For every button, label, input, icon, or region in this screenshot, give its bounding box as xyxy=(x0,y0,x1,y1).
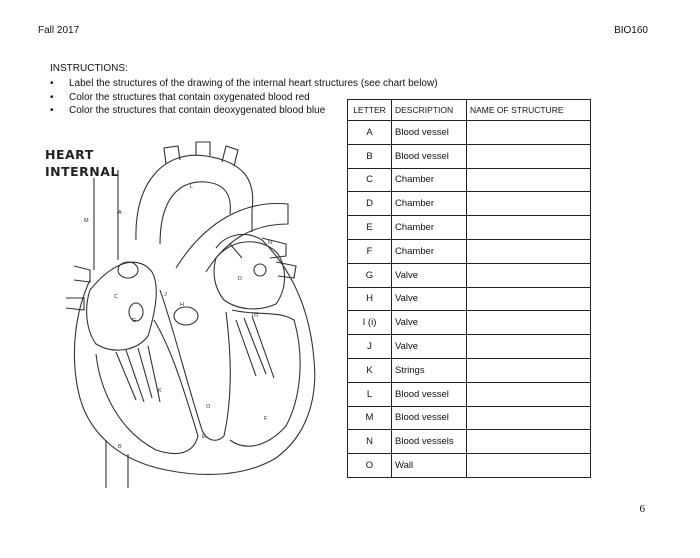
col-header-description: DESCRIPTION xyxy=(392,100,467,121)
cell-letter: N xyxy=(348,430,392,454)
cell-description: Chamber xyxy=(392,216,467,240)
cell-letter: I (i) xyxy=(348,311,392,335)
cell-name-blank[interactable] xyxy=(467,430,591,454)
figure-title-line2: INTERNAL xyxy=(45,164,119,179)
cell-description: Blood vessels xyxy=(392,430,467,454)
instruction-item: • Color the structures that contain deoxygenated blood blue xyxy=(50,104,438,118)
label-o: O xyxy=(206,404,211,410)
table-row xyxy=(348,287,591,311)
cell-name-blank[interactable] xyxy=(467,335,591,359)
left-atrium xyxy=(214,242,285,309)
figure-title-line1: HEART xyxy=(45,147,94,162)
cell-letter: H xyxy=(348,287,392,311)
aortic-arch xyxy=(136,155,253,240)
cell-name-blank[interactable] xyxy=(467,454,591,478)
table-row xyxy=(348,192,591,216)
cell-letter: F xyxy=(348,239,392,263)
cell-name-blank[interactable] xyxy=(467,168,591,192)
label-b: B xyxy=(118,444,122,450)
cell-name-blank[interactable] xyxy=(467,239,591,263)
cell-letter: B xyxy=(348,144,392,168)
cell-description: Valve xyxy=(392,335,467,359)
table-row xyxy=(348,239,591,263)
arch-branches xyxy=(164,142,238,166)
cell-name-blank[interactable] xyxy=(467,263,591,287)
left-ventricle xyxy=(230,310,300,446)
cell-description: Chamber xyxy=(392,239,467,263)
right-ventricle xyxy=(96,320,198,454)
valve-mitral xyxy=(254,264,266,276)
cell-letter: A xyxy=(348,121,392,145)
cell-name-blank[interactable] xyxy=(467,144,591,168)
aortic-arch-inner xyxy=(160,182,230,244)
label-a: A xyxy=(118,210,122,216)
cell-name-blank[interactable] xyxy=(467,382,591,406)
table-row xyxy=(348,430,591,454)
cell-description: Strings xyxy=(392,358,467,382)
label-f: F xyxy=(264,416,268,422)
label-m: M xyxy=(84,218,89,224)
cell-letter: J xyxy=(348,335,392,359)
page-number: 6 xyxy=(639,503,645,515)
cell-description: Valve xyxy=(392,311,467,335)
cell-letter: C xyxy=(348,168,392,192)
col-header-letter: LETTER xyxy=(348,100,392,121)
instruction-item: • Color the structures that contain oxygenated blood red xyxy=(50,91,438,105)
table-header-row xyxy=(348,100,591,121)
superior-vena-cava xyxy=(94,170,118,270)
cell-letter: M xyxy=(348,406,392,430)
table-row xyxy=(348,216,591,240)
valve-aortic xyxy=(174,307,198,325)
chordae-tendineae-left xyxy=(236,316,274,378)
label-g: G xyxy=(132,318,137,324)
cell-name-blank[interactable] xyxy=(467,358,591,382)
instruction-item: • Label the structures of the drawing of the internal heart structures (see chart below) xyxy=(50,77,438,91)
structures-table xyxy=(347,99,591,478)
label-e: E xyxy=(202,434,206,440)
structure-labels xyxy=(84,184,272,450)
cell-letter: G xyxy=(348,263,392,287)
table-row xyxy=(348,382,591,406)
col-header-name: NAME OF STRUCTURE xyxy=(467,100,591,121)
instructions-title: INSTRUCTIONS: xyxy=(50,63,128,74)
cell-description: Blood vessel xyxy=(392,382,467,406)
cell-letter: E xyxy=(348,216,392,240)
label-h: H xyxy=(180,302,184,308)
right-atrium xyxy=(87,262,157,350)
cell-name-blank[interactable] xyxy=(467,406,591,430)
cell-letter: K xyxy=(348,358,392,382)
cell-description: Chamber xyxy=(392,168,467,192)
table-row xyxy=(348,406,591,430)
label-i: I(i) xyxy=(252,312,259,318)
header-course-code: BIO160 xyxy=(614,25,648,36)
cell-description: Valve xyxy=(392,287,467,311)
table-row xyxy=(348,144,591,168)
cell-name-blank[interactable] xyxy=(467,121,591,145)
table-row xyxy=(348,121,591,145)
label-d: D xyxy=(238,276,242,282)
pulmonary-trunk xyxy=(176,204,288,272)
table-row xyxy=(348,311,591,335)
cell-description: Wall xyxy=(392,454,467,478)
table-row xyxy=(348,263,591,287)
pulmonary-artery-left xyxy=(230,244,242,258)
heart-diagram xyxy=(56,140,342,488)
table-row xyxy=(348,168,591,192)
valve-tricuspid xyxy=(118,262,138,278)
table-row xyxy=(348,454,591,478)
inferior-vena-cava xyxy=(106,440,128,488)
label-n: N xyxy=(268,240,272,246)
cell-letter: L xyxy=(348,382,392,406)
table-row xyxy=(348,335,591,359)
label-c: C xyxy=(114,294,118,300)
septum xyxy=(160,290,230,440)
table-row xyxy=(348,358,591,382)
cell-description: Blood vessel xyxy=(392,121,467,145)
cell-name-blank[interactable] xyxy=(467,311,591,335)
cell-description: Blood vessel xyxy=(392,406,467,430)
cell-letter: D xyxy=(348,192,392,216)
label-l: L xyxy=(190,184,194,190)
cell-name-blank[interactable] xyxy=(467,287,591,311)
label-k: K xyxy=(158,388,162,394)
cell-name-blank[interactable] xyxy=(467,192,591,216)
cell-description: Valve xyxy=(392,263,467,287)
cell-description: Chamber xyxy=(392,192,467,216)
cell-name-blank[interactable] xyxy=(467,216,591,240)
cell-description: Blood vessel xyxy=(392,144,467,168)
cell-letter: O xyxy=(348,454,392,478)
label-j: J xyxy=(164,292,167,298)
chordae-tendineae-right xyxy=(116,346,160,402)
header-course-term: Fall 2017 xyxy=(38,25,80,36)
